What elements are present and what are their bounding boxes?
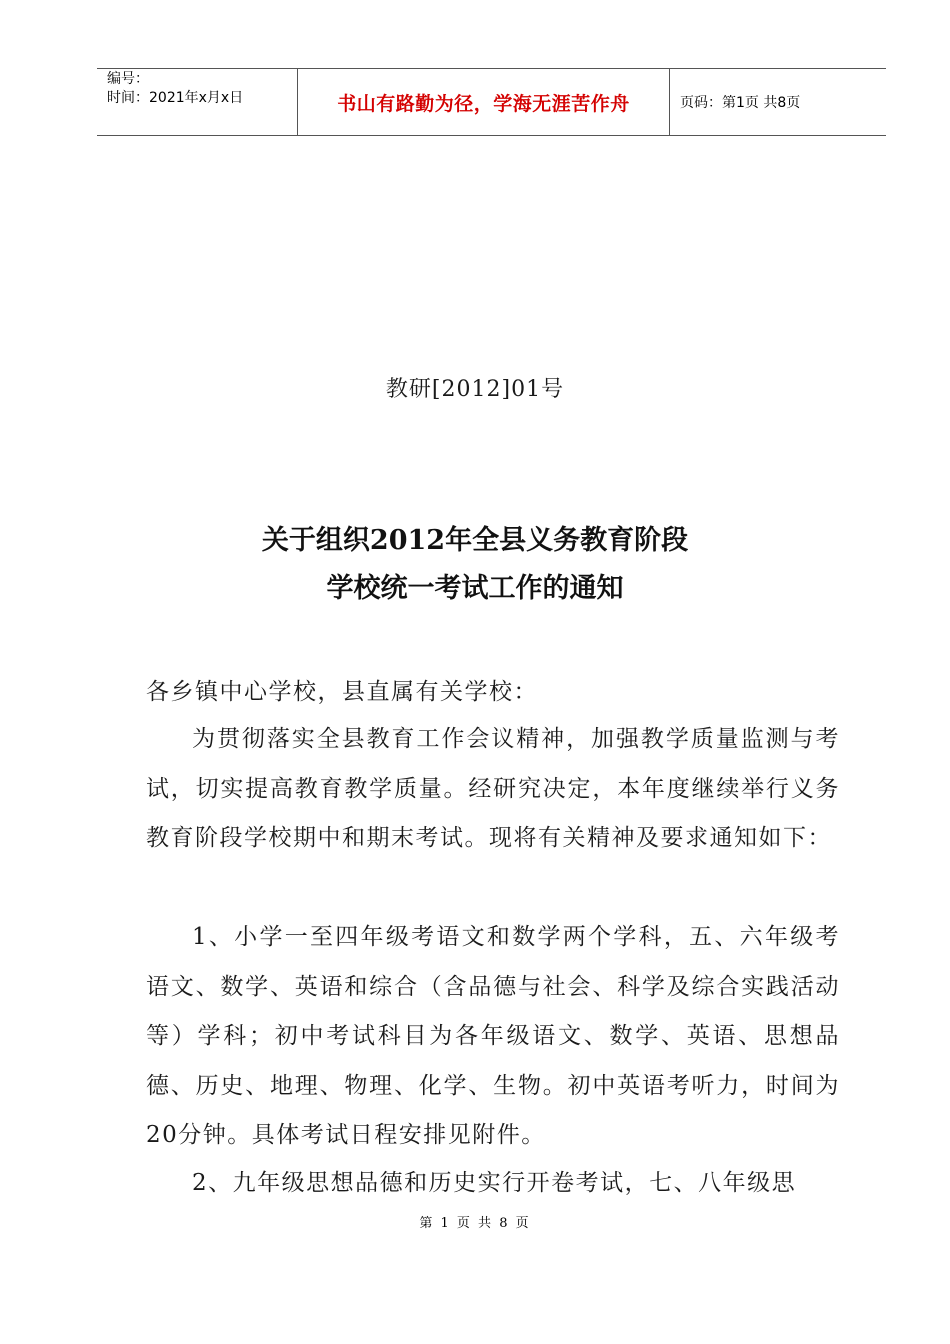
page-footer: 第 1 页 共 8 页 — [419, 1216, 531, 1231]
header-bottom-rule — [97, 135, 886, 136]
document-title-line-2: 学校统一考试工作的通知 — [326, 573, 624, 604]
header-top-rule — [97, 68, 886, 69]
body-paragraph-2: 1、小学一至四年级考语文和数学两个学科，五、六年级考语文、数学、英语和综合（含品德与社会、科学及综合实践活动等）学科；初中考试科目为各年级语文、数学、英语、思想品德、历史、地理、物理、化学、生物。初中英语考听力，时间为20分钟。具体考试日程安排见附件。 — [146, 924, 840, 1148]
document-number: 教研[2012]01号 — [385, 377, 565, 402]
body-paragraph-1: 为贯彻落实全县教育工作会议精神，加强教学质量监测与考试，切实提高教育教学质量。经研究决定，本年度继续举行义务教育阶段学校期中和期末考试。现将有关精神及要求通知如下： — [146, 726, 840, 851]
header-page-info: 页码：第1页 共8页 — [680, 95, 801, 111]
body-paragraph-3: 2、九年级思想品德和历史实行开卷考试，七、八年级思 — [192, 1170, 797, 1196]
time-label: 时间：2021年x月x日 — [107, 90, 244, 106]
salutation: 各乡镇中心学校，县直属有关学校： — [146, 679, 538, 705]
document-title-line-1: 关于组织2012年全县义务教育阶段 — [261, 525, 689, 556]
header-motto: 书山有路勤为径，学海无涯苦作舟 — [337, 93, 630, 115]
header-divider-right — [669, 68, 670, 135]
code-label: 编号： — [107, 71, 149, 87]
header-meta — [107, 70, 293, 108]
